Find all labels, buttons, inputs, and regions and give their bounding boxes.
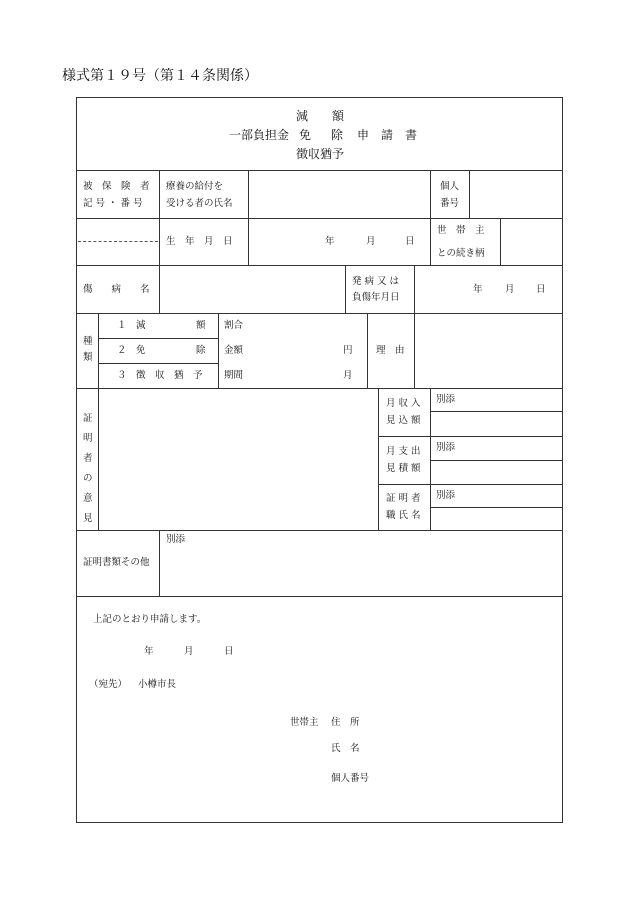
title-deferral: 徴収猶予 (296, 147, 345, 161)
rule (76, 265, 563, 266)
documents-field[interactable] (161, 548, 561, 594)
amount-label: 金額 (224, 345, 244, 356)
rule (76, 218, 563, 219)
rule (500, 218, 501, 265)
personal-number-label-1: 個人 (440, 181, 460, 192)
rule (76, 313, 563, 314)
opinion-label-char-5: 意 (83, 493, 93, 504)
expense-label-1: 月 支 出 (386, 446, 421, 457)
form-number: 様式第１９号（第１４条関係） (62, 68, 258, 84)
onset-year: 年 (473, 284, 483, 295)
onset-label-2: 負傷年月日 (352, 292, 400, 303)
application-day: 日 (224, 646, 234, 657)
rule (98, 313, 99, 388)
reason-label: 理 由 (376, 345, 405, 356)
certifier-separate-note: 別添 (436, 490, 456, 501)
option-1-text-a: 減 (136, 320, 146, 331)
rule (378, 388, 379, 530)
recipient-label-2: 受ける者の氏名 (166, 198, 233, 209)
onset-month: 月 (505, 284, 515, 295)
onset-day: 日 (536, 284, 546, 295)
opinion-label-char-4: の (83, 473, 93, 484)
certifier-field[interactable] (432, 509, 561, 528)
address-label: 住 所 (331, 717, 360, 728)
expense-separate-note: 別添 (436, 442, 456, 453)
rule (159, 265, 160, 313)
option-3-text: 徴 収 猶 予 (136, 370, 203, 381)
option-2-text-b: 除 (196, 345, 206, 356)
rule (430, 507, 563, 508)
onset-date-field[interactable] (416, 267, 561, 311)
disease-name-field[interactable] (161, 267, 343, 311)
rule (98, 388, 99, 530)
dashed-rule (78, 241, 158, 242)
name-label: 氏 名 (331, 743, 360, 754)
application-year: 年 (144, 646, 154, 657)
option-3-number: ３ (117, 370, 127, 381)
rule (76, 388, 563, 389)
rule (76, 170, 563, 171)
rule (367, 313, 368, 388)
recipient-label-1: 療養の給付を (166, 181, 224, 192)
rule (378, 436, 563, 437)
type-label-2: 類 (83, 352, 93, 363)
rule (469, 170, 470, 218)
income-label-1: 月 収 入 (386, 398, 421, 409)
addressee: 小樽市長 (138, 679, 177, 690)
rule (430, 388, 431, 530)
birth-day: 日 (405, 236, 415, 247)
relation-label-2: との続き柄 (437, 248, 485, 259)
disease-label: 傷 病 名 (83, 284, 150, 295)
householder-label: 世帯主 (290, 717, 319, 728)
title-copayment: 一部負担金 (229, 128, 290, 142)
birth-date-label: 生 年 月 日 (166, 236, 233, 247)
addressee-prefix: （宛先） (89, 679, 128, 690)
birth-year: 年 (325, 236, 335, 247)
rule (248, 170, 249, 265)
certifier-label-2: 職 氏 名 (386, 510, 421, 521)
expense-label-2: 見 積 額 (386, 463, 421, 474)
rule (430, 411, 563, 412)
name-field[interactable] (372, 739, 552, 757)
rule (159, 170, 160, 265)
rule (76, 530, 563, 531)
application-month: 月 (184, 646, 194, 657)
personal-number-field[interactable] (471, 172, 561, 216)
rule (430, 460, 563, 461)
title-exemption: 免 (299, 128, 312, 142)
rule (159, 530, 160, 596)
opinion-field[interactable] (100, 390, 376, 528)
personal-number-label-2: 番号 (440, 198, 460, 209)
insured-number-label: 記 号 ・ 番 号 (83, 198, 143, 209)
option-2-text-a: 免 (136, 345, 146, 356)
title-application: 申 請 書 (357, 128, 418, 142)
birth-date-field[interactable] (250, 220, 428, 264)
title-exclusion: 除 (331, 128, 344, 142)
certifier-label-1: 証 明 者 (386, 493, 421, 504)
income-field[interactable] (432, 413, 561, 434)
opinion-label-char-6: 見 (83, 513, 93, 524)
option-1-number: １ (117, 320, 127, 331)
expense-field[interactable] (432, 462, 561, 482)
insured-number-field[interactable] (78, 220, 158, 240)
opinion-label-char-3: 者 (83, 453, 93, 464)
option-2-number: ２ (117, 345, 127, 356)
amount-unit: 円 (343, 345, 353, 356)
application-statement: 上記のとおり申請します。 (93, 614, 207, 625)
rule (98, 363, 218, 364)
rate-label: 割合 (224, 320, 244, 331)
opinion-label-char-2: 明 (83, 433, 93, 444)
rule (76, 596, 563, 597)
period-label: 期間 (224, 370, 244, 381)
opinion-label-char-1: 証 (83, 413, 93, 424)
rule (414, 265, 415, 313)
title-reduction: 減 額 (296, 109, 345, 123)
personal-number-footer-field[interactable] (386, 769, 552, 787)
option-1-text-b: 額 (196, 320, 206, 331)
rule (414, 313, 415, 388)
recipient-name-field[interactable] (250, 172, 428, 216)
birth-month: 月 (366, 236, 376, 247)
address-field[interactable] (372, 713, 552, 731)
rule (218, 313, 219, 388)
insured-label: 被 保 険 者 (83, 181, 150, 192)
income-label-2: 見 込 額 (386, 415, 421, 426)
relation-field[interactable] (502, 220, 561, 264)
rule (345, 265, 346, 313)
reason-field[interactable] (416, 315, 561, 386)
rule (378, 484, 563, 485)
period-unit: 月 (343, 370, 353, 381)
documents-label: 証明書類その他 (83, 557, 150, 568)
onset-label-1: 発 病 又 は (352, 276, 400, 287)
type-label-1: 種 (83, 336, 93, 347)
documents-separate-note: 別添 (166, 534, 186, 545)
income-separate-note: 別添 (436, 394, 456, 405)
relation-label-1: 世 帯 主 (437, 225, 485, 236)
rule (430, 170, 431, 265)
personal-number-footer-label: 個人番号 (331, 773, 370, 784)
rule (98, 338, 218, 339)
